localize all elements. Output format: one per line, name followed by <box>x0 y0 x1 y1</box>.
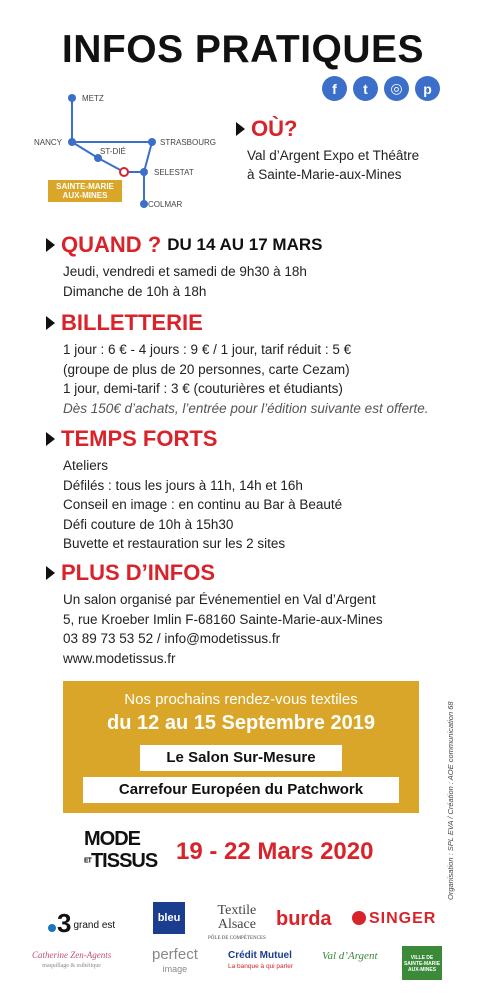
catherine-logo: Catherine Zen-Agents maquillage & esthétique <box>32 950 112 969</box>
singer-logo: SINGER <box>352 910 436 928</box>
arrow-icon <box>46 566 55 580</box>
quand-heading: QUAND ? <box>61 232 162 257</box>
quand-line: Jeudi, vendredi et samedi de 9h30 à 18h <box>63 264 307 279</box>
logo-text-mode: MODE <box>84 828 140 850</box>
plus-line: 5, rue Kroeber Imlin F-68160 Sainte-Marie-aux-Mines <box>63 611 383 627</box>
temps-line: Conseil en image : en continu au Bar à Beauté <box>63 497 343 512</box>
plus-line[interactable]: www.modetissus.fr <box>63 650 176 666</box>
quand-dates: DU 14 AU 17 MARS <box>167 235 323 254</box>
temps-line: Buvette et restauration sur les 2 sites <box>63 536 286 551</box>
perfect-image-logo: perfect image <box>152 946 198 974</box>
next-edition-dates: 19 - 22 Mars 2020 <box>176 838 374 865</box>
ville-sainte-marie-logo: VILLE DE SAINTE-MARIE AUX-MINES <box>402 946 442 980</box>
arrow-icon <box>46 316 55 330</box>
next-events-banner <box>63 681 419 813</box>
banner-event-patchwork: Carrefour Européen du Patchwork <box>83 777 399 803</box>
arrow-icon <box>46 238 55 252</box>
credits-text: Organisation : SPL EVA / Création : AOE communication 68 <box>446 701 455 900</box>
arrow-icon <box>236 122 245 136</box>
map-city-metz: METZ <box>82 94 104 103</box>
ou-heading: OÙ? <box>251 116 298 141</box>
map-highlight-line2: AUX-MINES <box>62 191 108 200</box>
plus-heading: PLUS D’INFOS <box>61 560 216 585</box>
map-city-strasbourg: STRASBOURG <box>160 138 217 147</box>
billetterie-line: 1 jour : 6 € - 4 jours : 9 € / 1 jour, tarif réduit : 5 € <box>63 342 352 357</box>
logo-text-et: ET <box>84 857 91 865</box>
ou-line: à Sainte-Marie-aux-Mines <box>247 167 402 182</box>
billetterie-note: Dès 150€ d’achats, l’entrée pour l’édition suivante est offerte. <box>63 400 429 416</box>
temps-line: Ateliers <box>63 458 109 473</box>
france3-logo: 3 grand est <box>48 908 115 939</box>
temps-line: Défi couture de 10h à 15h30 <box>63 516 234 532</box>
logo-text-tissus: TISSUS <box>90 850 158 872</box>
map-city-stdie: ST-DIÉ <box>100 147 126 156</box>
temps-heading: TEMPS FORTS <box>61 426 218 451</box>
temps-line: Défilés : tous les jours à 11h, 14h et 16h <box>63 477 303 493</box>
plus-line[interactable]: 03 89 73 53 52 / info@modetissus.fr <box>63 631 281 646</box>
section-plus-infos <box>46 560 383 668</box>
social-links <box>322 76 440 101</box>
arrow-icon <box>46 432 55 446</box>
banner-dates: du 12 au 15 Septembre 2019 <box>107 712 375 734</box>
mode-tissus-logo <box>84 828 170 873</box>
section-ou <box>236 116 419 184</box>
credit-mutuel-logo: Crédit Mutuel La banque à qui parler <box>228 950 294 970</box>
twitter-icon[interactable]: t <box>353 76 378 101</box>
sponsor-logos-row-2 <box>0 944 486 980</box>
billetterie-line: 1 jour, demi-tarif : 3 € (couturières et étudiants) <box>63 381 343 396</box>
facebook-icon[interactable]: f <box>322 76 347 101</box>
billetterie-heading: BILLETTERIE <box>61 310 203 335</box>
sponsor-logos-row-1 <box>0 900 486 940</box>
map-city-nancy: NANCY <box>34 138 63 147</box>
ou-line: Val d’Argent Expo et Théâtre <box>247 148 420 163</box>
banner-intro: Nos prochains rendez-vous textiles <box>124 691 358 708</box>
quand-line: Dimanche de 10h à 18h <box>63 283 207 299</box>
singer-s-icon <box>352 911 366 925</box>
map-city-selestat: SELESTAT <box>154 168 194 177</box>
location-map <box>30 82 230 222</box>
page-title: INFOS PRATIQUES <box>61 28 425 71</box>
pinterest-icon[interactable]: p <box>415 76 440 101</box>
banner-event-sur-mesure: Le Salon Sur-Mesure <box>140 745 342 771</box>
map-highlight-line1: SAINTE-MARIE <box>56 182 114 191</box>
instagram-icon[interactable]: ◎ <box>384 76 409 101</box>
val-dargent-logo: Val d’Argent <box>322 950 378 962</box>
section-billetterie <box>46 310 428 418</box>
plus-line: Un salon organisé par Événementiel en Val d’Argent <box>63 592 376 607</box>
burda-logo: burda <box>276 908 332 930</box>
map-city-colmar: COLMAR <box>148 200 183 209</box>
billetterie-line: (groupe de plus de 20 personnes, carte Cezam) <box>63 361 350 377</box>
section-quand <box>46 232 322 301</box>
section-temps-forts <box>46 426 342 554</box>
textile-alsace-logo: Textile Alsace PÔLE DE COMPÉTENCES <box>208 903 266 941</box>
france-bleu-logo: bleu <box>153 902 185 934</box>
